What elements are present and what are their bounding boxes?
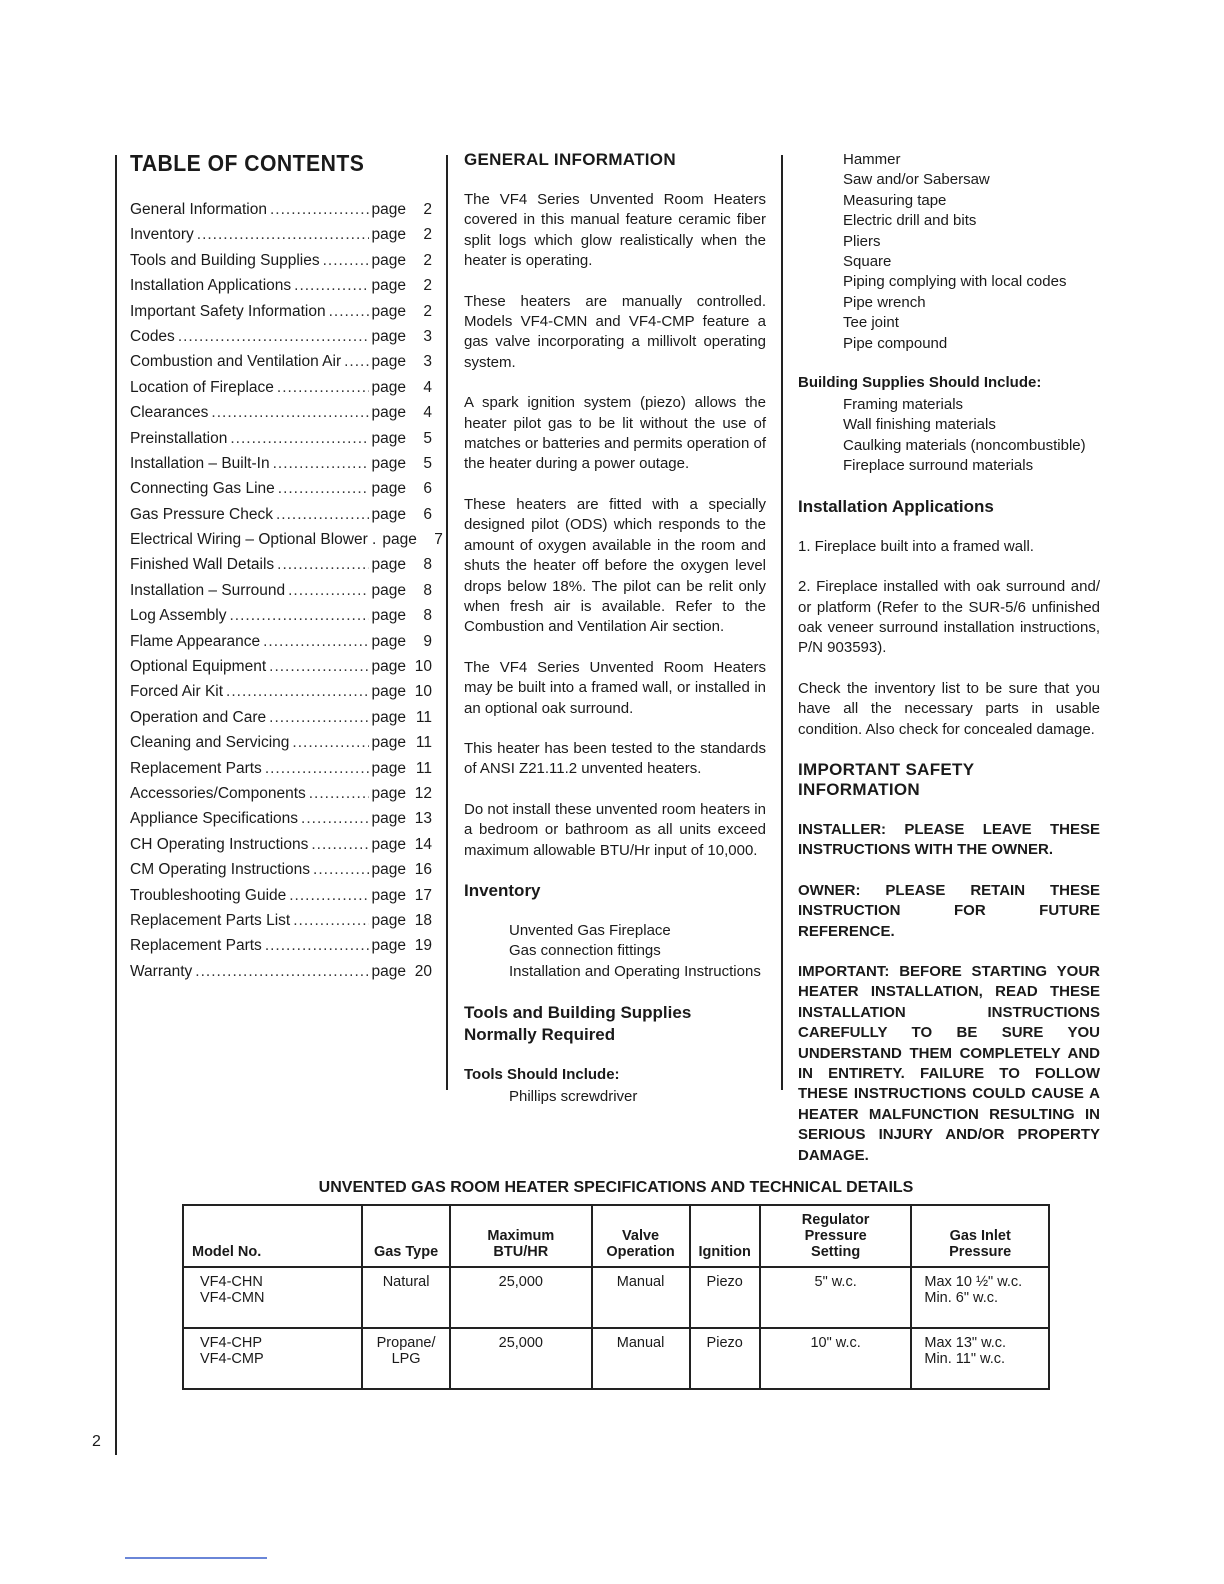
inventory-item: Gas connection fittings [509,942,661,960]
inventory-check-note: Check the inventory list to be sure that you have all the necessary parts in usable condition. Also check for concealed damage. [798,679,1100,738]
toc-entry [130,861,432,886]
toc-entry [130,480,432,505]
toc-entry [130,836,432,861]
toc-page-word: page [371,784,406,802]
toc-page-word: page [371,251,406,269]
supply-item: Framing materials [843,396,964,414]
toc-entry-label: Preinstallation [130,429,228,447]
toc-page-word: page [371,683,406,701]
model-line: VF4-CMP [200,1351,264,1367]
toc-entry-label: Optional Equipment [130,658,267,676]
inlet-line: Max 10 ½" w.c. [924,1274,1023,1290]
toc-entry-page [372,912,432,930]
toc-page-number: 3 [423,327,432,345]
toc-entry-page [372,683,432,701]
toc-page-number: 5 [423,429,432,447]
column-3 [798,150,1100,1186]
specs-table [182,1204,1050,1390]
toc-entry-page [372,963,432,981]
general-para-1: The VF4 Series Unvented Room Heaters covered in this manual feature ceramic fiber split logs which glow realistically when the heater is operating. [464,191,766,270]
toc-entry [130,226,432,251]
toc-page-number: 3 [423,353,432,371]
toc-leader-dots [273,455,369,473]
toc-leader-dots [289,887,368,905]
toc-page-word: page [371,302,406,320]
toc-entry-label: Accessories/Components [130,784,306,802]
toc-entry [130,531,443,556]
toc-page-word: page [371,201,406,218]
general-info-heading: GENERAL INFORMATION [464,150,676,169]
toc-entry-label: Flame Appearance [130,632,261,650]
cell-btu: 25,000 [450,1328,592,1389]
specs-title: UNVENTED GAS ROOM HEATER SPECIFICATIONS AND TECHNICAL DETAILS [318,1179,914,1196]
toc-page-number: 5 [423,454,432,472]
toc-entry-page [372,430,432,448]
toc-page-word: page [371,505,406,523]
installer-notice: INSTALLER: PLEASE LEAVE THESE INSTRUCTIONS WITH THE OWNER. [798,820,1100,859]
toc-page-word: page [371,480,406,498]
toc-page-word: page [371,378,406,396]
model-line: VF4-CHN [200,1274,263,1290]
toc-page-word: page [371,658,406,676]
toc-entry-page [372,328,432,346]
toc-entry [130,607,432,632]
toc-entry [130,277,432,302]
toc-entry [130,556,432,581]
tool-item: Saw and/or Sabersaw [843,171,990,189]
header-gas-type: Gas Type [362,1205,450,1267]
toc-leader-dots [211,404,368,422]
general-para-3: A spark ignition system (piezo) allows the heater pilot gas to be lit without the use of matches or batteries and permits operation of the heater during a power outage. [464,394,766,473]
toc-leader-dots [178,328,369,346]
toc-entry-page [372,937,432,955]
gas-line: Propane/ [376,1335,436,1351]
toc-entry-label: Tools and Building Supplies [130,251,320,269]
cell-valve: Manual [592,1267,690,1328]
general-para-6: This heater has been tested to the standards of ANSI Z21.11.2 unvented heaters. [464,739,766,778]
tool-item: Piping complying with local codes [843,273,1067,291]
toc-entry-label: Installation Applications [130,277,292,295]
toc-entry [130,785,432,810]
toc-leader-dots [293,912,368,930]
toc-leader-dots [277,556,368,574]
header-inlet-line1: Gas Inlet [949,1228,1011,1244]
toc-page-number: 11 [415,759,432,777]
toc-entry [130,430,432,455]
table-of-contents [130,150,443,988]
inventory-item: Unvented Gas Fireplace [509,921,671,939]
tools-heading-line1: Tools and Building Supplies [464,1003,692,1023]
tool-item: Phillips screwdriver [509,1088,638,1106]
toc-entry [130,404,432,429]
toc-leader-dots [329,303,369,321]
inlet-line: Min. 6" w.c. [924,1290,999,1306]
cell-valve: Manual [592,1328,690,1389]
toc-page-number: 19 [414,937,432,955]
toc-entry-label: Troubleshooting Guide [130,886,287,904]
toc-entry-page [372,506,432,524]
toc-leader-dots [263,633,368,651]
toc-entry-label: Installation – Surround [130,581,286,599]
toc-leader-dots [226,683,368,701]
header-valve [592,1205,690,1267]
toc-entry-page [372,404,432,422]
toc-leader-dots [276,506,369,524]
cell-inlet [911,1267,1049,1328]
toc-page-number: 18 [414,911,432,929]
toc-page-word: page [382,531,417,549]
toc-page-word: page [371,810,406,828]
header-regulator-line2: Setting [811,1244,861,1260]
toc-entry-page [372,201,432,219]
cell-regulator: 5" w.c. [760,1267,912,1328]
toc-page-number: 10 [414,658,432,676]
toc-entry-page [372,480,432,498]
toc-entry-page [372,887,432,905]
gas-line: LPG [391,1351,421,1367]
general-para-2: These heaters are manually controlled. Models VF4-CMN and VF4-CMP feature a gas valve incorporating a millivolt operating system. [464,292,766,371]
toc-leader-dots [230,430,368,448]
toc-leader-dots [309,785,369,803]
toc-page-word: page [371,429,406,447]
toc-page-number: 4 [423,378,432,396]
footer-line [125,1557,267,1559]
toc-page-number: 8 [423,581,432,599]
toc-entry-label: Inventory [130,226,194,244]
toc-entry-label: Warranty [130,962,193,980]
inventory-list [464,921,766,982]
supply-item: Wall finishing materials [843,416,996,434]
toc-entry-label: Cleaning and Servicing [130,734,290,752]
toc-entry [130,734,432,759]
inventory-item: Installation and Operating Instructions [509,962,761,980]
header-regulator [760,1205,912,1267]
toc-entry [130,633,432,658]
supplies-list [798,395,1100,477]
toc-page-number: 6 [423,505,432,523]
toc-leader-dots [288,582,368,600]
general-para-7: Do not install these unvented room heaters in a bedroom or bathroom as all units exceed maximum allowable BTU/Hr input of 10,000. [464,800,766,859]
toc-page-word: page [371,404,406,422]
toc-entry-label: Replacement Parts [130,759,262,777]
toc-entry-label: Appliance Specifications [130,810,299,828]
toc-entry-page [372,734,432,752]
toc-leader-dots [294,277,368,295]
toc-page-number: 12 [414,784,432,802]
toc-entry [130,760,432,785]
toc-entry [130,506,432,531]
toc-leader-dots [230,607,369,625]
toc-page-word: page [371,353,406,371]
toc-page-word: page [371,734,406,752]
supply-item: Caulking materials (noncombustible) [843,436,1086,454]
toc-page-number: 8 [423,607,432,625]
toc-entry-label: Replacement Parts [130,937,262,955]
toc-entry-page [372,810,432,828]
tool-item: Pipe compound [843,334,948,352]
toc-entry-page [372,455,432,473]
applications-heading: Installation Applications [798,496,994,516]
toc-entry [130,379,432,404]
header-ignition: Ignition [690,1205,760,1267]
toc-page-word: page [371,581,406,599]
toc-page-word: page [371,937,406,955]
toc-page-word: page [371,556,406,574]
header-model: Model No. [183,1205,362,1267]
header-valve-line2: Operation [606,1244,675,1260]
tools-should-include-heading: Tools Should Include: [464,1066,620,1084]
toc-leader-dots [197,226,369,244]
column-divider-2 [781,155,783,1090]
tool-item: Tee joint [843,314,899,332]
toc-page-word: page [371,454,406,472]
toc-entry-label: Forced Air Kit [130,683,224,701]
owner-notice: OWNER: PLEASE RETAIN THESE INSTRUCTION FOR FUTURE REFERENCE. [798,881,1100,940]
inventory-heading: Inventory [464,880,541,900]
tool-item: Square [843,253,892,271]
toc-page-word: page [371,607,406,625]
left-margin-rule [115,155,117,1455]
toc-entry [130,582,432,607]
toc-page-number: 7 [434,531,443,549]
toc-leader-dots [311,836,368,854]
toc-page-number: 9 [423,632,432,650]
toc-entry-page [372,353,432,371]
header-max-btu: Maximum BTU/HR [450,1205,592,1267]
tool-item: Pliers [843,232,881,250]
column-divider-1 [446,155,448,1090]
toc-page-word: page [371,886,406,904]
cell-btu: 25,000 [450,1267,592,1328]
tools-supplies-heading [464,1002,766,1046]
toc-page-number: 2 [423,251,432,269]
toc-leader-dots [292,734,368,752]
toc-page-word: page [371,911,406,929]
toc-entry-page [372,303,432,321]
gas-line: Natural [382,1274,430,1290]
toc-leader-dots [265,937,369,955]
application-item-2: 2. Fireplace installed with oak surround and/ or platform (Refer to the SUR-5/6 unfinished oak veneer surround installation instructions, P/N 903593). [798,578,1100,657]
toc-entry-label: Important Safety Information [130,302,326,320]
tool-item: Hammer [843,151,901,168]
toc-entry-label: Replacement Parts List [130,911,291,929]
toc-entry [130,455,432,480]
tools-list-part1 [464,1087,766,1107]
toc-entry-label: Combustion and Ventilation Air [130,353,342,371]
column-2 [464,150,766,1108]
toc-page-word: page [371,962,406,980]
toc-page-number: 2 [423,226,432,244]
toc-leader-dots [270,201,369,219]
toc-entry-page [372,658,432,676]
general-para-5: The VF4 Series Unvented Room Heaters may be built into a framed wall, or installed in an optional oak surround. [464,658,766,717]
toc-page-number: 2 [423,302,432,320]
toc-page-word: page [371,759,406,777]
toc-page-number: 4 [423,404,432,422]
toc-entry [130,887,432,912]
toc-entry-page [372,633,432,651]
header-inlet-line2: Pressure [949,1244,1012,1260]
toc-entry-page [372,709,432,727]
toc-list [130,201,443,988]
toc-page-number: 20 [414,962,432,980]
specs-header-row [183,1205,1049,1267]
toc-page-word: page [371,708,406,726]
toc-entry [130,201,432,226]
safety-heading: IMPORTANT SAFETY INFORMATION [798,759,975,799]
inlet-line: Max 13" w.c. [924,1335,1007,1351]
cell-ignition: Piezo [690,1328,760,1389]
toc-entry-page [372,607,432,625]
important-notice: IMPORTANT: BEFORE STARTING YOUR HEATER INSTALLATION, READ THESE INSTALLATION INSTRUCTIONS CAREFULLY TO BE SURE YOU UNDERSTAND THEM COMPLETELY AND IN ENTIRETY. FAILURE TO FOLLOW THESE INSTRUCTIONS COULD CAUSE A HEATER MALFUNCTION RESULTING IN SERIOUS INJURY AND/OR PROPERTY DAMAGE. [798,962,1100,1164]
toc-entry-label: CH Operating Instructions [130,835,309,853]
toc-entry-label: Codes [130,327,175,345]
toc-entry-label: Clearances [130,404,209,422]
inlet-line: Min. 11" w.c. [924,1351,1006,1367]
toc-entry [130,303,432,328]
toc-page-number: 16 [414,861,432,879]
toc-page-number: 2 [423,201,432,218]
toc-page-number: 8 [423,556,432,574]
application-item-1: 1. Fireplace built into a framed wall. [798,537,1034,555]
supply-item: Fireplace surround materials [843,457,1034,475]
toc-entry [130,353,432,378]
toc-entry [130,252,432,277]
toc-entry-label: Log Assembly [130,607,227,625]
toc-leader-dots [269,709,368,727]
toc-entry-page [372,277,432,295]
toc-entry-page [372,379,432,397]
toc-entry-label: Gas Pressure Check [130,505,273,523]
toc-entry-label: General Information [130,201,267,218]
tool-item: Pipe wrench [843,293,926,311]
page-number: 2 [92,1433,101,1450]
header-valve-line1: Valve [622,1228,660,1244]
toc-entry-page [372,785,432,803]
header-inlet [911,1205,1049,1267]
toc-page-word: page [371,835,406,853]
toc-entry-page [382,531,442,549]
general-para-4: These heaters are fitted with a specially designed pilot (ODS) which responds to the amount of oxygen available in the room and shuts the heater off before the oxygen level drops below 18%. The pilot can be relit only when fresh air is available. Refer to the Combustion and Ventilation Air section. [464,495,766,636]
toc-page-word: page [371,861,406,879]
toc-entry [130,810,432,835]
toc-leader-dots [301,810,368,828]
toc-leader-dots [323,252,369,270]
toc-leader-dots [265,760,369,778]
supplies-heading: Building Supplies Should Include: [798,374,1042,392]
toc-page-number: 6 [423,480,432,498]
toc-page-number: 2 [423,277,432,295]
tool-item: Electric drill and bits [843,212,977,230]
tool-item: Measuring tape [843,191,947,209]
toc-page-word: page [371,632,406,650]
toc-entry [130,683,432,708]
toc-leader-dots [313,861,368,879]
toc-page-word: page [371,327,406,345]
toc-entry-page [372,836,432,854]
toc-title: TABLE OF CONTENTS [130,150,365,176]
toc-page-word: page [371,226,406,244]
toc-leader-dots [269,658,368,676]
toc-entry [130,709,432,734]
toc-page-number: 11 [415,708,432,726]
cell-model [183,1328,362,1389]
toc-entry-label: Connecting Gas Line [130,480,275,498]
toc-entry-page [372,861,432,879]
cell-gas-type [362,1328,450,1389]
toc-leader-dots [277,379,369,397]
toc-entry [130,963,432,988]
cell-model [183,1267,362,1328]
toc-entry-label: Installation – Built-In [130,454,270,472]
tools-list-part2 [798,150,1100,354]
toc-entry [130,912,432,937]
toc-page-number: 14 [414,835,432,853]
cell-ignition: Piezo [690,1267,760,1328]
toc-page-number: 11 [415,734,432,752]
cell-regulator: 10" w.c. [760,1328,912,1389]
toc-entry-label: CM Operating Instructions [130,861,311,879]
toc-leader-dots [195,963,368,981]
header-regulator-line1: Regulator Pressure [801,1212,870,1244]
toc-leader-dots [344,353,368,371]
toc-entry [130,328,432,353]
toc-entry-label: Finished Wall Details [130,556,275,574]
cell-gas-type [362,1267,450,1328]
toc-page-word: page [371,277,406,295]
toc-leader-dots [278,480,369,498]
toc-entry-page [372,556,432,574]
toc-entry [130,658,432,683]
toc-entry [130,937,432,962]
model-line: VF4-CMN [200,1290,265,1306]
tools-heading-line2: Normally Required [464,1025,616,1045]
toc-entry-label: Operation and Care [130,708,267,726]
toc-entry-page [372,226,432,244]
table-row [183,1267,1049,1328]
toc-entry-page [372,760,432,778]
toc-page-number: 17 [414,886,432,904]
toc-page-number: 10 [414,683,432,701]
cell-inlet [911,1328,1049,1389]
model-line: VF4-CHP [200,1335,263,1351]
toc-entry-label: Electrical Wiring – Optional Blower . [130,531,377,549]
toc-page-number: 13 [414,810,432,828]
toc-entry-label: Location of Fireplace [130,378,274,396]
toc-entry-page [372,582,432,600]
table-row [183,1328,1049,1389]
toc-entry-page [372,252,432,270]
